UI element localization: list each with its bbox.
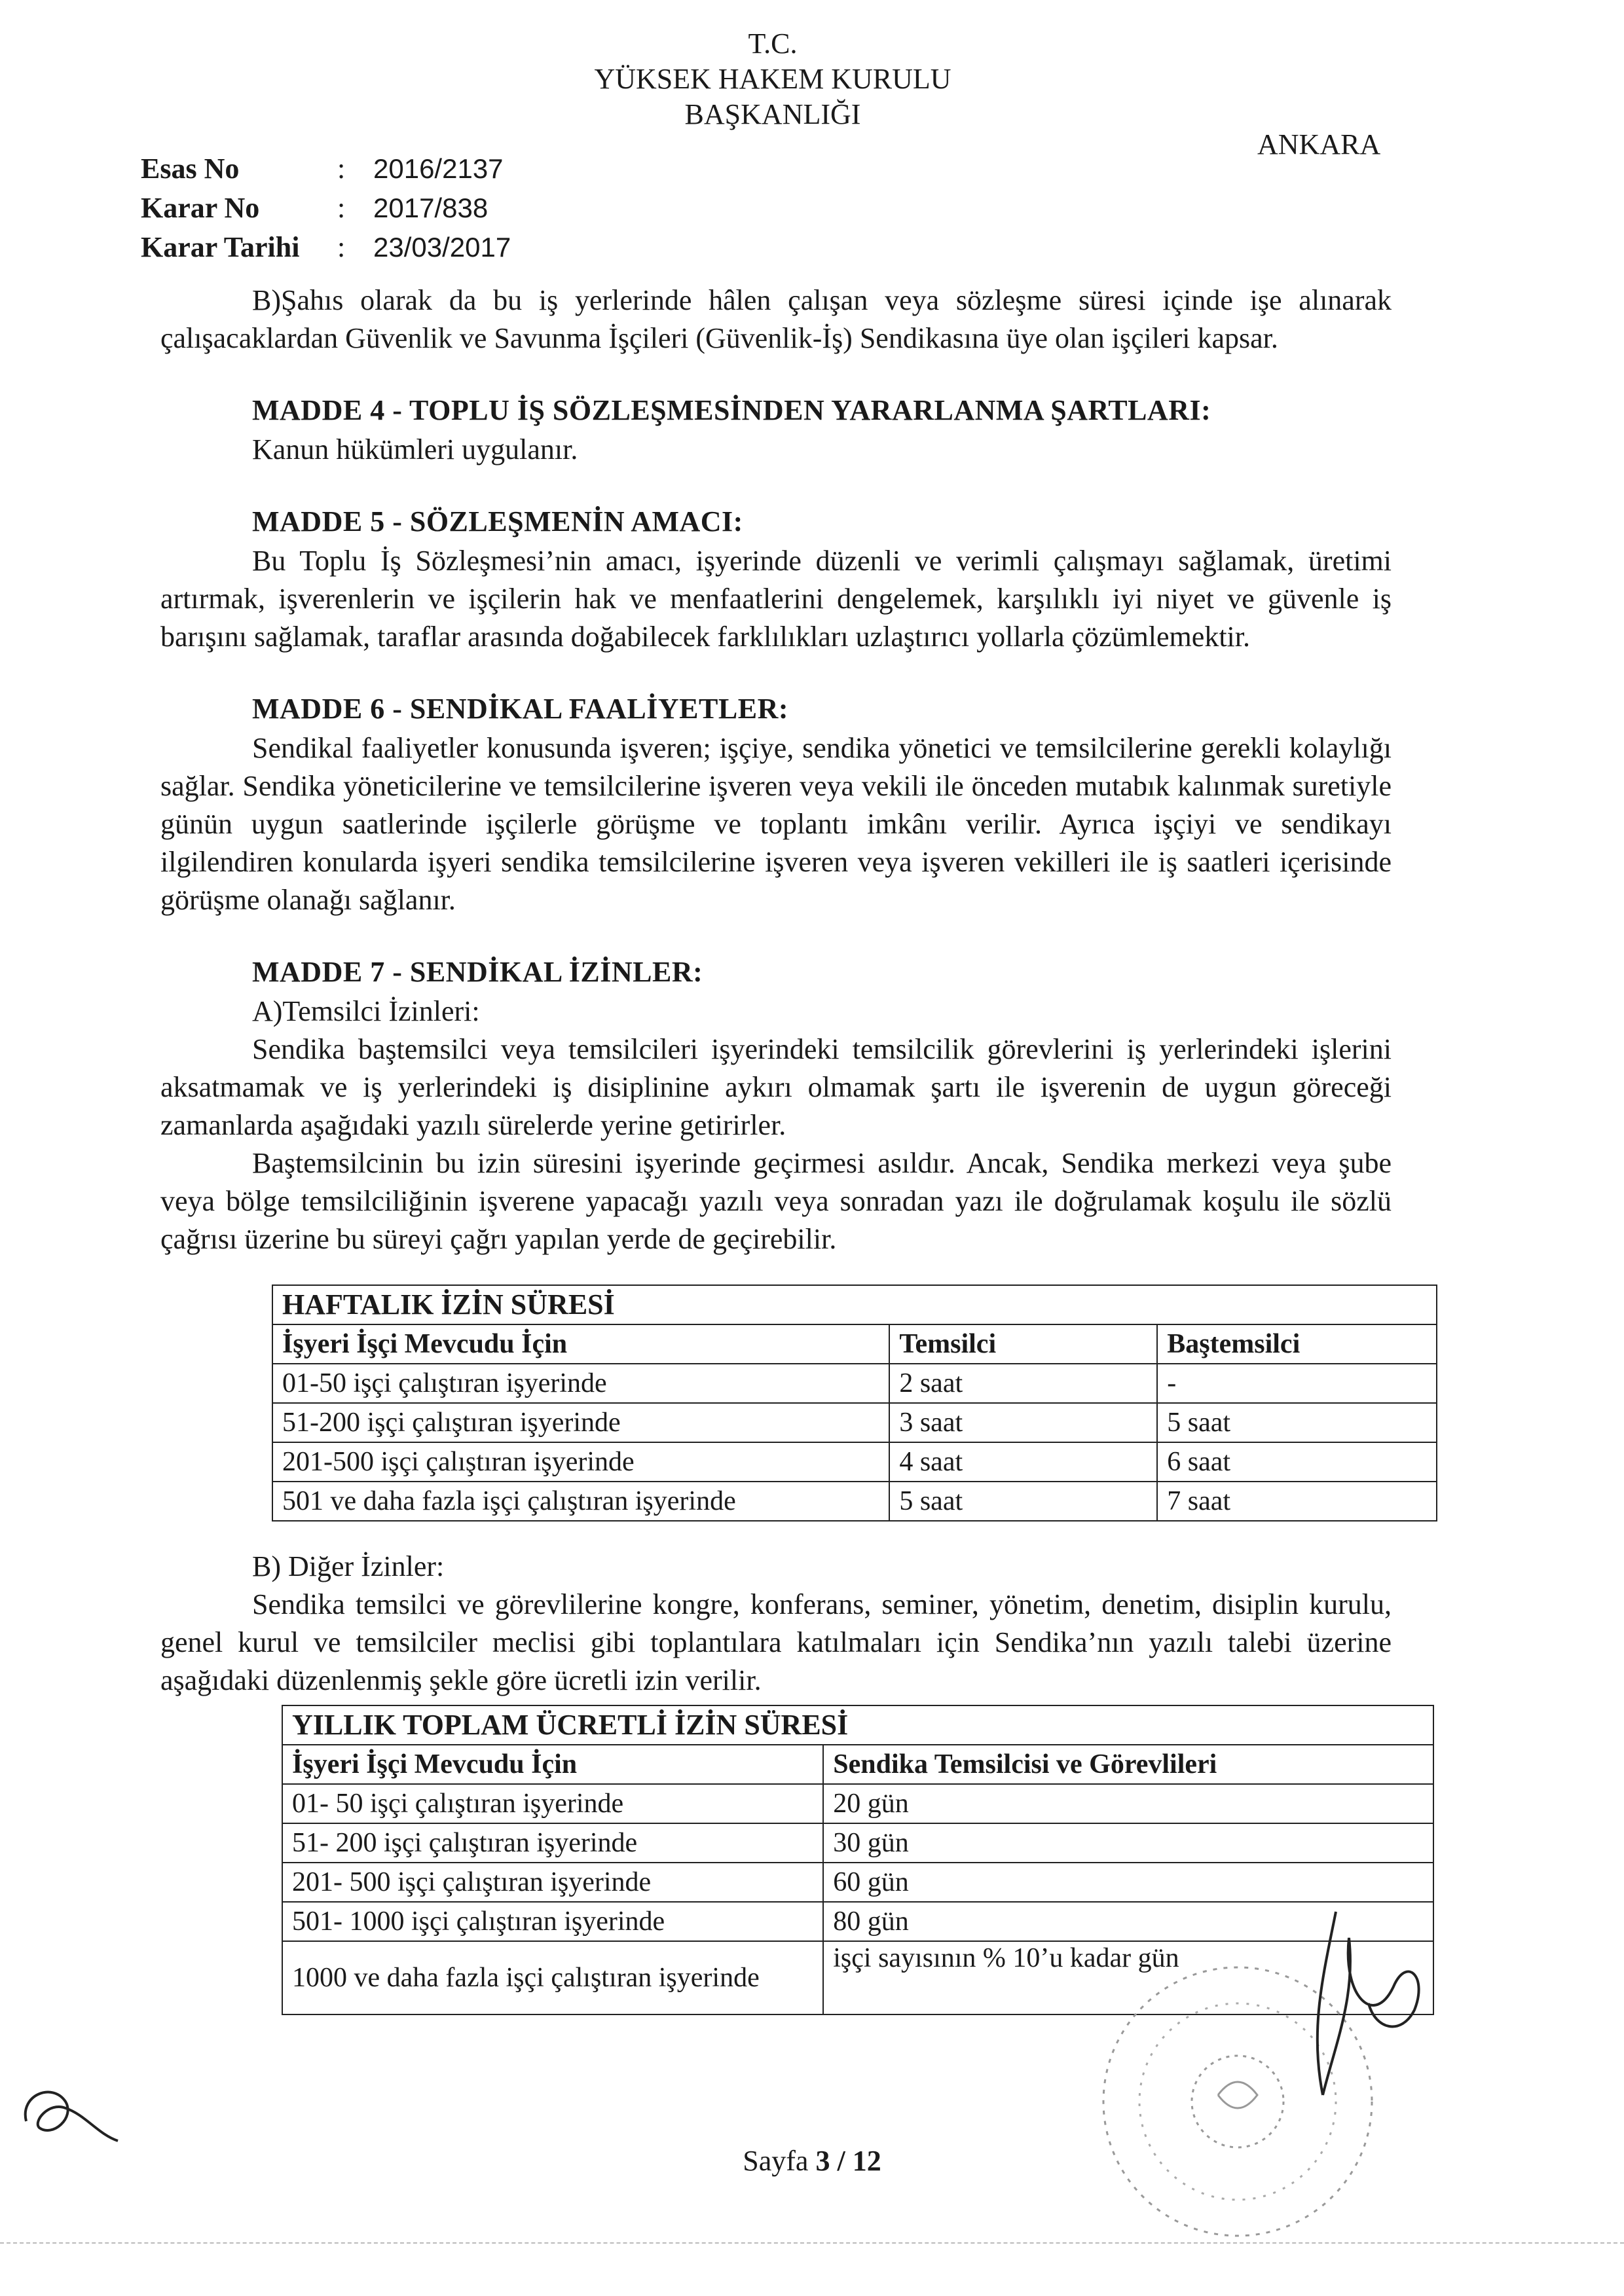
yearly-header-union-staff: Sendika Temsilcisi ve Görevlileri (823, 1745, 1433, 1784)
madde6-heading: MADDE 6 - SENDİKAL FAALİYETLER: (252, 693, 788, 725)
table-cell: 01-50 işçi çalıştıran işyerinde (272, 1364, 889, 1403)
table-cell: 60 gün (823, 1863, 1433, 1902)
table-cell: 30 gün (823, 1823, 1433, 1863)
meta-colon: : (337, 153, 346, 185)
madde5-heading: MADDE 5 - SÖZLEŞMENİN AMACI: (252, 505, 743, 538)
table-cell: 3 saat (889, 1403, 1157, 1442)
spacer (160, 1522, 1392, 1548)
table-cell: 6 saat (1157, 1442, 1437, 1482)
current-page: 3 (815, 2145, 830, 2177)
tarih-label: Karar Tarihi (141, 231, 300, 263)
table-row (282, 1823, 1433, 1863)
weekly-header-chief-representative: Baştemsilci (1157, 1324, 1437, 1364)
page-label: Sayfa (743, 2145, 809, 2177)
initials-icon (13, 2075, 124, 2147)
madde7-heading: MADDE 7 - SENDİKAL İZİNLER: (252, 956, 703, 988)
table-cell: 2 saat (889, 1364, 1157, 1403)
meta-colon: : (337, 192, 346, 224)
meta-esas (141, 149, 511, 189)
esas-value: 2016/2137 (373, 153, 504, 184)
karar-label: Karar No (141, 192, 260, 224)
meta-tarih (141, 228, 511, 267)
weekly-table-caption: HAFTALIK İZİN SÜRESİ (272, 1285, 1437, 1324)
table-cell: 4 saat (889, 1442, 1157, 1482)
madde7-para-a2: Baştemsilcinin bu izin süresini işyerinde geçirmesi asıldır. Ancak, Sendika merkezi veya şube veya bölge temsilciliğinin işverene yapacağı yazılı veya sonradan yazı ile doğrulamak koşulu ile sözlü çağrısı üzerine bu süreyi çağrı yapılan yerde de geçirebilir. (160, 1147, 1392, 1255)
table-row (282, 1902, 1433, 1941)
yearly-table-caption: YILLIK TOPLAM ÜCRETLİ İZİN SÜRESİ (282, 1705, 1433, 1745)
table-cell: 7 saat (1157, 1482, 1437, 1521)
table-caption-row (282, 1705, 1433, 1745)
total-pages: 12 (852, 2145, 881, 2177)
madde7-sub-a: A)Temsilci İzinleri: (252, 995, 480, 1027)
table-cell: 01- 50 işçi çalıştıran işyerinde (282, 1784, 823, 1823)
document-header (511, 26, 1035, 132)
table-row (272, 1482, 1437, 1521)
table-cell: 1000 ve daha fazla işçi çalıştıran işyerinde (282, 1941, 823, 2014)
signature-icon (1297, 1899, 1454, 2108)
document-body (160, 282, 1392, 2015)
header-presidency: BAŞKANLIĞI (684, 98, 861, 130)
page-separator: / (837, 2145, 845, 2177)
table-cell: 51-200 işçi çalıştıran işyerinde (272, 1403, 889, 1442)
madde5-text: Bu Toplu İş Sözleşmesi’nin amacı, işyerinde düzenli ve verimli çalışmayı sağlamak, üretimi artırmak, işverenlerin ve işçilerin hak ve menfaatlerini dengelemek, karşılıklı iyi niyet ve güvenle iş barışını sağlamak, taraflar arasında doğabilecek farklılıkları uzlaştırıcı yollarla çözümlemektir. (160, 545, 1392, 653)
table-row (272, 1364, 1437, 1403)
madde4-heading: MADDE 4 - TOPLU İŞ SÖZLEŞMESİNDEN YARARLANMA ŞARTLARI: (252, 394, 1211, 426)
table-cell: 501- 1000 işçi çalıştıran işyerinde (282, 1902, 823, 1941)
table-cell: 201-500 işçi çalıştıran işyerinde (272, 1442, 889, 1482)
table-cell: 5 saat (1157, 1403, 1437, 1442)
madde6-text: Sendikal faaliyetler konusunda işveren; işçiye, sendika yönetici ve temsilcilerine gerekli kolaylığı sağlar. Sendika yöneticilerine ve temsilcilerine işveren veya vekili ile önceden mutabık kalınmak suretiyle günün uygun saatlerinde işçilerle görüşme ve toplantı imkânı verilir. Ayrıca işçiyi ve sendikayı ilgilendiren konularda işyeri sendika temsilcilerine işveren veya işveren vekilleri ile iş saatleri içerisinde görüşme olanağı sağlanır. (160, 732, 1392, 916)
table-header-row (272, 1324, 1437, 1364)
table-cell: 20 gün (823, 1784, 1433, 1823)
esas-label: Esas No (141, 153, 240, 185)
table-row (282, 1863, 1433, 1902)
header-institution: YÜKSEK HAKEM KURULU (594, 63, 951, 95)
madde7-para-a1: Sendika baştemsilci veya temsilcileri işyerindeki temsilcilik görevlerini iş yerlerindeki işlerini aksatmamak ve iş yerlerindeki iş disiplinine aykırı olmamak şartı ile işverenin de uygun göreceği zamanlarda aşağıdaki yazılı sürelerde yerine getirirler. (160, 1033, 1392, 1141)
table-cell: 80 gün (823, 1902, 1433, 1941)
table-cell: - (1157, 1364, 1437, 1403)
table-caption-row (272, 1285, 1437, 1324)
madde4-text: Kanun hükümleri uygulanır. (252, 433, 578, 465)
table-cell: işçi sayısının % 10’u kadar gün (823, 1941, 1433, 2014)
yearly-header-workplace: İşyeri İşçi Mevcudu İçin (282, 1745, 823, 1784)
madde7-sub-b: B) Diğer İzinler: (252, 1550, 445, 1582)
meta-karar (141, 189, 511, 228)
table-cell: 51- 200 işçi çalıştıran işyerinde (282, 1823, 823, 1863)
case-meta (141, 149, 511, 267)
table-row (272, 1442, 1437, 1482)
header-tc: T.C. (748, 27, 798, 60)
page-footer (0, 2144, 1624, 2178)
divider (0, 2242, 1624, 2244)
table-cell: 201- 500 işçi çalıştıran işyerinde (282, 1863, 823, 1902)
table-cell: 501 ve daha fazla işçi çalıştıran işyerinde (272, 1482, 889, 1521)
intro-paragraph: B)Şahıs olarak da bu iş yerlerinde hâlen çalışan veya sözleşme süresi içinde işe alınarak çalışacaklardan Güvenlik ve Savunma İşçileri (Güvenlik-İş) Sendikasına üye olan işçileri kapsar. (160, 284, 1392, 354)
karar-value: 2017/838 (373, 192, 489, 223)
table-row (272, 1403, 1437, 1442)
weekly-header-representative: Temsilci (889, 1324, 1157, 1364)
weekly-leave-table (272, 1285, 1437, 1522)
weekly-header-workplace: İşyeri İşçi Mevcudu İçin (272, 1324, 889, 1364)
madde7-para-b1: Sendika temsilci ve görevlilerine kongre, konferans, seminer, yönetim, denetim, disiplin kurulu, genel kurul ve temsilciler meclisi gibi toplantılara katılmaları için Sendika’nın yazılı talebi üzerine aşağıdaki düzenlenmiş şekle göre ücretli izin verilir. (160, 1588, 1392, 1696)
meta-colon: : (337, 231, 346, 263)
table-cell: 5 saat (889, 1482, 1157, 1521)
table-row (282, 1784, 1433, 1823)
tarih-value: 23/03/2017 (373, 232, 511, 263)
table-header-row (282, 1745, 1433, 1784)
header-city: ANKARA (1257, 128, 1381, 160)
